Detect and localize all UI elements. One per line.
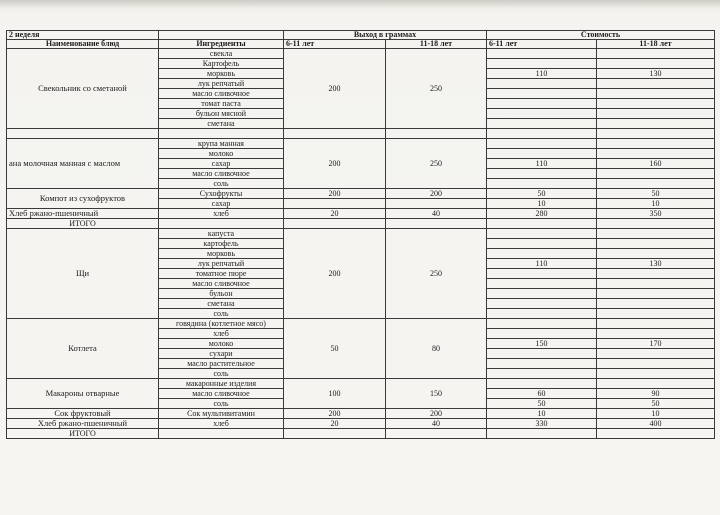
cost-cell — [597, 229, 715, 239]
dish-name: Хлеб ржано-пшеничный — [7, 209, 159, 219]
ingredient: сахар — [159, 159, 284, 169]
total-11-18: 400 — [597, 419, 715, 429]
cost-6-11-header: 6-11 лет — [487, 40, 597, 49]
cost-cell — [487, 179, 597, 189]
cost-6-11: 110 — [487, 69, 597, 79]
cost-cell — [487, 109, 597, 119]
yield-header: Выход в граммах — [284, 31, 487, 40]
cost-cell — [487, 309, 597, 319]
cost-cell — [597, 329, 715, 339]
cost-6-11: 50 — [487, 189, 597, 199]
ingredient: сахар — [159, 199, 284, 209]
cost-cell — [487, 169, 597, 179]
ingredient: соль — [159, 309, 284, 319]
ingredient: масло сливочное — [159, 89, 284, 99]
ingredient: свекла — [159, 49, 284, 59]
cost-cell — [487, 229, 597, 239]
cost-11-18: 50 — [597, 399, 715, 409]
cost-cell — [597, 89, 715, 99]
cost-cell — [597, 59, 715, 69]
dish-name: Сок фруктовый — [7, 409, 159, 419]
ingredient: картофель — [159, 239, 284, 249]
ingredient: крупа манная — [159, 139, 284, 149]
yield-11-18: 40 — [386, 419, 487, 429]
ingredient: масло сливочное — [159, 389, 284, 399]
cost-cell — [487, 59, 597, 69]
blank-cell — [159, 129, 284, 139]
yield-6-11: 200 — [284, 139, 386, 189]
yield-6-11: 200 — [284, 409, 386, 419]
cost-11-18: 170 — [597, 339, 715, 349]
cost-cell — [597, 119, 715, 129]
yield-11-18-header: 11-18 лет — [386, 40, 487, 49]
cost-cell — [487, 269, 597, 279]
blank-cell — [284, 129, 386, 139]
cost-cell — [597, 289, 715, 299]
blank-cell — [284, 199, 386, 209]
cost-11-18-header: 11-18 лет — [597, 40, 715, 49]
cost-cell — [487, 289, 597, 299]
ingredient: Сок мультивитамин — [159, 409, 284, 419]
yield-11-18: 250 — [386, 139, 487, 189]
cost-cell — [597, 139, 715, 149]
ingredient: масло растительное — [159, 359, 284, 369]
total-label: ИТОГО — [7, 219, 159, 229]
cost-6-11: 60 — [487, 389, 597, 399]
ingredient: томат паста — [159, 99, 284, 109]
cost-cell — [597, 319, 715, 329]
cost-6-11: 110 — [487, 159, 597, 169]
cost-cell — [597, 359, 715, 369]
ingredient: масло сливочное — [159, 279, 284, 289]
ingredient: сметана — [159, 299, 284, 309]
menu-table — [6, 30, 715, 439]
cost-cell — [597, 109, 715, 119]
cost-11-18: 10 — [597, 199, 715, 209]
yield-11-18: 200 — [386, 409, 487, 419]
blank-cell — [284, 429, 386, 439]
cost-cell — [487, 379, 597, 389]
total-11-18: 350 — [597, 209, 715, 219]
yield-11-18: 250 — [386, 229, 487, 319]
blank-cell — [7, 129, 159, 139]
cost-cell — [487, 49, 597, 59]
cost-cell — [487, 99, 597, 109]
blank-header — [159, 31, 284, 40]
cost-cell — [487, 89, 597, 99]
cost-cell — [597, 179, 715, 189]
dish-name: Котлета — [7, 319, 159, 379]
cost-cell — [487, 239, 597, 249]
ingredient: макаронные изделия — [159, 379, 284, 389]
week-label: 2 неделя — [7, 31, 159, 40]
cost-6-11: 150 — [487, 339, 597, 349]
cost-cell — [597, 309, 715, 319]
dish-name: Компот из сухофруктов — [7, 189, 159, 209]
ingredient: молоко — [159, 149, 284, 159]
cost-cell — [597, 239, 715, 249]
cost-cell — [597, 49, 715, 59]
cost-cell — [487, 299, 597, 309]
cost-cell — [597, 79, 715, 89]
cost-cell — [487, 349, 597, 359]
cost-cell — [597, 369, 715, 379]
dish-name: ана молочная манная с маслом — [7, 139, 159, 189]
yield-6-11: 20 — [284, 209, 386, 219]
yield-11-18: 80 — [386, 319, 487, 379]
cost-11-18: 160 — [597, 159, 715, 169]
cost-cell — [597, 169, 715, 179]
yield-11-18: 150 — [386, 379, 487, 409]
blank-cell — [597, 219, 715, 229]
cost-11-18: 130 — [597, 259, 715, 269]
ingredient: бульон мясной — [159, 109, 284, 119]
ingredients-column-header: Ингредиенты — [159, 40, 284, 49]
cost-cell — [597, 349, 715, 359]
ingredient: хлеб — [159, 209, 284, 219]
cost-cell — [487, 279, 597, 289]
yield-11-18: 250 — [386, 49, 487, 129]
cost-cell — [487, 149, 597, 159]
total-label: ИТОГО — [7, 429, 159, 439]
yield-6-11: 100 — [284, 379, 386, 409]
blank-cell — [386, 429, 487, 439]
ingredient: соль — [159, 399, 284, 409]
cost-cell — [487, 359, 597, 369]
ingredient: масло сливочное — [159, 169, 284, 179]
blank-cell — [487, 219, 597, 229]
yield-6-11: 20 — [284, 419, 386, 429]
cost-6-11: 10 — [487, 199, 597, 209]
cost-cell — [487, 249, 597, 259]
dish-name: Свекольник со сметаной — [7, 49, 159, 129]
blank-cell — [597, 129, 715, 139]
cost-cell — [487, 139, 597, 149]
ingredient: морковь — [159, 69, 284, 79]
cost-cell — [597, 379, 715, 389]
cost-11-18: 50 — [597, 189, 715, 199]
blank-cell — [386, 219, 487, 229]
blank-cell — [597, 429, 715, 439]
ingredient: соль — [159, 179, 284, 189]
yield-6-11: 200 — [284, 49, 386, 129]
ingredient: Картофель — [159, 59, 284, 69]
cost-6-11: 10 — [487, 409, 597, 419]
dish-name: Хлеб ржано-пшеничный — [7, 419, 159, 429]
cost-11-18: 90 — [597, 389, 715, 399]
ingredient: капуста — [159, 229, 284, 239]
yield-6-11-header: 6-11 лет — [284, 40, 386, 49]
cost-cell — [487, 119, 597, 129]
cost-6-11: 110 — [487, 259, 597, 269]
ingredient: томатное пюре — [159, 269, 284, 279]
yield-6-11: 200 — [284, 229, 386, 319]
ingredient: лук репчатый — [159, 259, 284, 269]
total-6-11: 280 — [487, 209, 597, 219]
cost-cell — [597, 279, 715, 289]
cost-cell — [487, 79, 597, 89]
yield-6-11: 50 — [284, 319, 386, 379]
ingredient: сухари — [159, 349, 284, 359]
yield-11-18: 200 — [386, 189, 487, 199]
blank-cell — [386, 129, 487, 139]
cost-cell — [487, 329, 597, 339]
cost-cell — [487, 319, 597, 329]
dish-column-header: Наименование блюд — [7, 40, 159, 49]
yield-6-11: 200 — [284, 189, 386, 199]
cost-11-18: 10 — [597, 409, 715, 419]
ingredient: морковь — [159, 249, 284, 259]
cost-header: Стоимость — [487, 31, 715, 40]
ingredient: хлеб — [159, 419, 284, 429]
ingredient: сметана — [159, 119, 284, 129]
blank-cell — [159, 219, 284, 229]
cost-11-18: 130 — [597, 69, 715, 79]
ingredient: Сухофрукты — [159, 189, 284, 199]
dish-name: Щи — [7, 229, 159, 319]
ingredient: лук репчатый — [159, 79, 284, 89]
blank-cell — [159, 429, 284, 439]
dish-name: Макароны отварные — [7, 379, 159, 409]
cost-6-11: 50 — [487, 399, 597, 409]
cost-cell — [597, 149, 715, 159]
cost-cell — [597, 99, 715, 109]
ingredient: бульон — [159, 289, 284, 299]
blank-cell — [487, 129, 597, 139]
ingredient: говядина (котлетное мясо) — [159, 319, 284, 329]
ingredient: соль — [159, 369, 284, 379]
blank-cell — [284, 219, 386, 229]
cost-cell — [597, 269, 715, 279]
blank-cell — [487, 429, 597, 439]
cost-cell — [597, 299, 715, 309]
scan-shadow — [0, 0, 720, 8]
cost-cell — [487, 369, 597, 379]
ingredient: хлеб — [159, 329, 284, 339]
total-6-11: 330 — [487, 419, 597, 429]
blank-cell — [386, 199, 487, 209]
yield-11-18: 40 — [386, 209, 487, 219]
ingredient: молоко — [159, 339, 284, 349]
cost-cell — [597, 249, 715, 259]
